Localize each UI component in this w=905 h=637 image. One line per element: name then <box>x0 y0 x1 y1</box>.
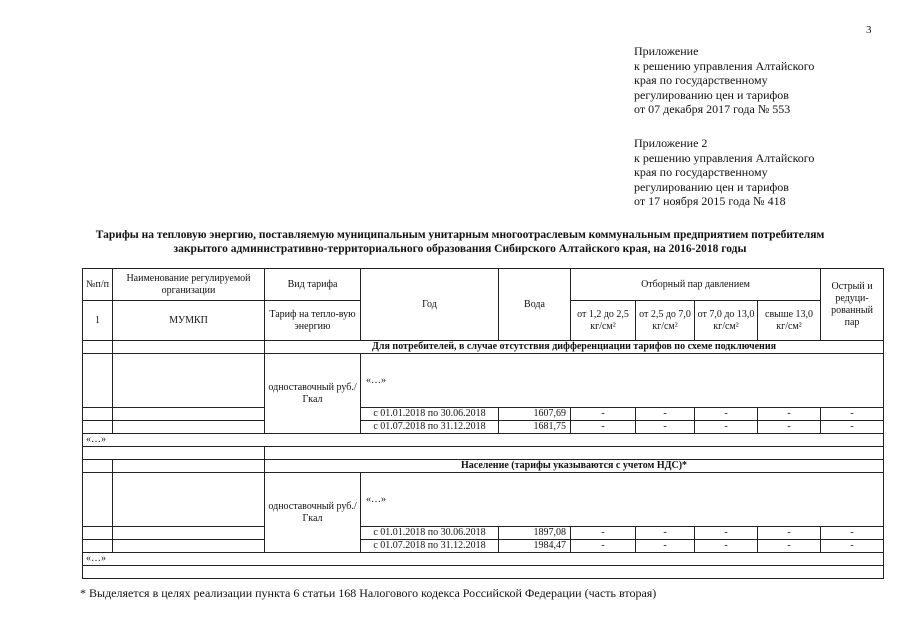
period-cell: с 01.07.2018 по 31.12.2018 <box>361 540 499 553</box>
water-value: 1681,75 <box>499 421 571 434</box>
tariff-table <box>82 268 884 579</box>
appendix-1-line: регулированию цен и тарифов <box>634 87 789 102</box>
value-cell: - <box>821 527 884 540</box>
period-cell: с 01.07.2018 по 31.12.2018 <box>361 421 499 434</box>
appendix-2-line: от 17 ноября 2015 года № 418 <box>634 194 786 208</box>
water-value: 1607,69 <box>499 408 571 421</box>
appendix-2-line: регулированию цен и тарифов <box>634 179 789 194</box>
water-value: 1984,47 <box>499 540 571 553</box>
value-cell: - <box>758 527 821 540</box>
table-row <box>83 421 884 434</box>
section-title: Население (тарифы указываются с учетом НДС)* <box>265 460 884 473</box>
header-steam-col-2: от 2,5 до 7,0 кг/см² <box>636 301 695 341</box>
value-cell: - <box>636 527 695 540</box>
value-cell: - <box>636 421 695 434</box>
value-cell: - <box>571 421 636 434</box>
appendix-2-line: края по государственному <box>634 165 768 179</box>
value-cell: - <box>758 540 821 553</box>
table-row <box>83 527 884 540</box>
value-cell: - <box>821 540 884 553</box>
appendix-2-header <box>634 136 814 209</box>
org-row-num: 1 <box>83 301 113 341</box>
header-water: Вода <box>499 269 571 341</box>
section-ellipsis: «…» <box>361 473 884 527</box>
appendix-2-line: к решению управления Алтайского <box>634 150 815 165</box>
section-after-ellipsis: «…» <box>83 434 884 447</box>
section-title: Для потребителей, в случае отсутствия дифференциации тарифов по схеме подключения <box>265 341 884 354</box>
document-title-line-2: закрытого административно-территориального образования Сибирского Алтайского края, на 2016-2018 годы <box>173 243 747 255</box>
appendix-1-header <box>634 44 814 117</box>
appendix-1-line: от 07 декабря 2017 года № 553 <box>634 102 791 116</box>
section-tariff-label: одноставочный руб./Гкал <box>265 354 361 434</box>
document-title-line-1: Тарифы на тепловую энергию, поставляемую муниципальным унитарным многоотраслевым коммунальным предприятием потребителям <box>95 229 825 241</box>
value-cell: - <box>695 421 758 434</box>
header-tariff-type: Вид тарифа <box>265 269 361 301</box>
section-ellipsis: «…» <box>361 354 884 408</box>
appendix-2-line: Приложение 2 <box>634 136 708 150</box>
table-row <box>83 540 884 553</box>
period-cell: с 01.01.2018 по 30.06.2018 <box>361 408 499 421</box>
header-year: Год <box>361 269 499 341</box>
value-cell: - <box>636 540 695 553</box>
org-row-name: МУМКП <box>113 301 265 341</box>
water-value: 1897,08 <box>499 527 571 540</box>
period-cell: с 01.01.2018 по 30.06.2018 <box>361 527 499 540</box>
appendix-1-line: к решению управления Алтайского <box>634 58 815 73</box>
header-num: №п/п <box>83 269 113 301</box>
value-cell: - <box>571 408 636 421</box>
table-row <box>83 408 884 421</box>
footnote: * Выделяется в целях реализации пункта 6 статьи 168 Налогового кодекса Российской Федерации (часть вторая) <box>80 586 657 600</box>
section-after-ellipsis: «…» <box>83 553 884 566</box>
page-number: 3 <box>866 24 872 36</box>
document-title <box>60 228 860 256</box>
header-steam-col-1: от 1,2 до 2,5 кг/см² <box>571 301 636 341</box>
header-steam-col-3: от 7,0 до 13,0 кг/см² <box>695 301 758 341</box>
value-cell: - <box>571 540 636 553</box>
value-cell: - <box>821 408 884 421</box>
org-row-tariff: Тариф на тепло-вую энергию <box>265 301 361 341</box>
value-cell: - <box>571 527 636 540</box>
header-steam: Отборный пар давлением <box>571 269 821 301</box>
value-cell: - <box>758 408 821 421</box>
header-organization: Наименование регулируемой организации <box>113 269 265 301</box>
value-cell: - <box>758 421 821 434</box>
section-tariff-label: одноставочный руб./Гкал <box>265 473 361 553</box>
value-cell: - <box>695 408 758 421</box>
header-steam-col-4: свыше 13,0 кг/см² <box>758 301 821 341</box>
appendix-1-line: края по государственному <box>634 73 768 87</box>
appendix-1-line: Приложение <box>634 44 699 58</box>
value-cell: - <box>695 540 758 553</box>
value-cell: - <box>636 408 695 421</box>
header-sharp-steam: Острый и редуци-рованный пар <box>821 269 884 341</box>
value-cell: - <box>821 421 884 434</box>
value-cell: - <box>695 527 758 540</box>
